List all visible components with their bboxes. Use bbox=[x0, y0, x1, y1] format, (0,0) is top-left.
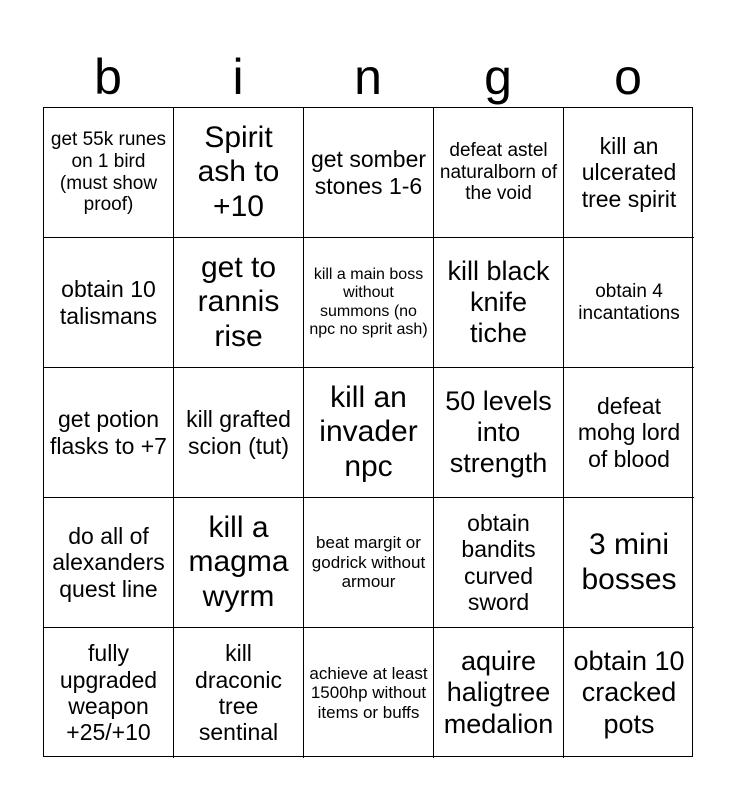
bingo-cell[interactable]: aquire haligtree medalion bbox=[434, 628, 564, 758]
bingo-cell[interactable]: kill black knife tiche bbox=[434, 238, 564, 368]
bingo-cell[interactable]: beat margit or godrick without armour bbox=[304, 498, 434, 628]
bingo-cell[interactable]: get potion flasks to +7 bbox=[44, 368, 174, 498]
bingo-cell[interactable]: kill grafted scion (tut) bbox=[174, 368, 304, 498]
bingo-cell[interactable]: kill a magma wyrm bbox=[174, 498, 304, 628]
bingo-cell[interactable]: get to rannis rise bbox=[174, 238, 304, 368]
header-letter-n: n bbox=[354, 49, 382, 105]
bingo-cell[interactable]: achieve at least 1500hp without items or buffs bbox=[304, 628, 434, 758]
header-letter-i: i bbox=[232, 49, 244, 105]
bingo-cell[interactable]: get 55k runes on 1 bird (must show proof) bbox=[44, 108, 174, 238]
bingo-cell[interactable]: obtain 10 cracked pots bbox=[573, 646, 685, 739]
bingo-cell[interactable]: kill draconic tree sentinal bbox=[174, 628, 304, 758]
bingo-cell[interactable]: kill a main boss without summons (no npc no sprit ash) bbox=[304, 238, 434, 368]
bingo-cell[interactable]: get somber stones 1-6 bbox=[304, 108, 434, 238]
bingo-cell[interactable]: defeat mohg lord of blood bbox=[564, 368, 694, 498]
header-letter-o: o bbox=[614, 49, 642, 105]
header-letter-b: b bbox=[94, 49, 122, 105]
bingo-cell[interactable]: Spirit ash to +10 bbox=[174, 108, 304, 238]
bingo-cell[interactable]: kill an ulcerated tree spirit bbox=[564, 108, 694, 238]
bingo-cell[interactable]: obtain 4 incantations bbox=[564, 238, 694, 368]
bingo-grid bbox=[43, 107, 693, 757]
header-letter-g: g bbox=[484, 49, 512, 105]
bingo-cell[interactable]: obtain 10 talismans bbox=[44, 238, 174, 368]
bingo-cell[interactable]: obtain bandits curved sword bbox=[434, 498, 564, 628]
bingo-cell[interactable]: fully upgraded weapon +25/+10 bbox=[44, 628, 174, 758]
bingo-header bbox=[43, 48, 693, 106]
bingo-cell[interactable]: do all of alexanders quest line bbox=[44, 498, 174, 628]
bingo-cell[interactable]: defeat astel naturalborn of the void bbox=[434, 108, 564, 238]
bingo-cell[interactable]: 3 mini bosses bbox=[564, 498, 694, 628]
bingo-cell[interactable]: kill an invader npc bbox=[304, 368, 434, 498]
bingo-cell[interactable]: 50 levels into strength bbox=[434, 368, 564, 498]
